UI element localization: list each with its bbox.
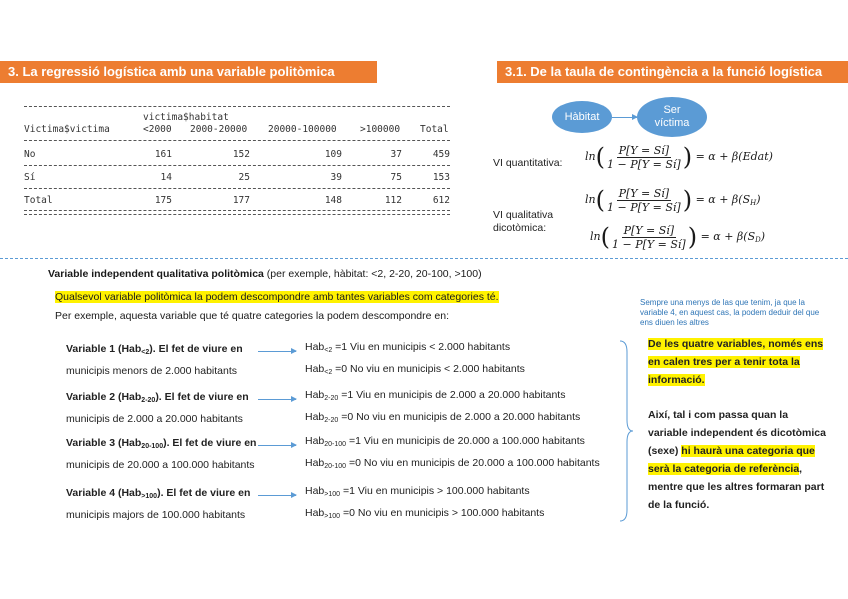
table-row-label: No (24, 149, 36, 160)
hab-one: =1 Viu en municipis de 2.000 a 20.000 habitants (341, 389, 566, 401)
ln-symbol: ln (585, 150, 596, 163)
var-sub: <2 (141, 349, 150, 356)
var-name: Variable 3 (Hab (66, 437, 142, 449)
table-col-header: Total (420, 124, 449, 135)
variable-1-coding (305, 338, 525, 382)
rhs-close: ) (760, 230, 766, 243)
rhs: = α + β(S (695, 193, 751, 206)
highlighted-sentence: Qualsevol variable politòmica la podem descompondre amb tantes variables com categories té. (55, 291, 499, 303)
table-cell: 175 (154, 195, 172, 206)
table-rule-top (24, 106, 450, 107)
hab-sub: >100 (324, 513, 341, 520)
table-corner-label: Victima$victima (24, 124, 110, 135)
label-vi-qualitative (493, 209, 571, 235)
var-after: ). El fet de viure en (163, 437, 257, 449)
hab-zero: =0 No viu en municipis de 2.000 a 20.000 habitants (341, 411, 581, 423)
table-rule (24, 140, 450, 141)
hab-sub: 2-20 (324, 395, 339, 402)
table-cell: 161 (154, 149, 172, 160)
node-victim (637, 97, 707, 137)
rhs: = α + β(S (700, 230, 756, 243)
table-cell: 75 (390, 172, 402, 183)
table-cell: 39 (330, 172, 342, 183)
section-divider (0, 258, 848, 259)
table-col-header: 2000-20000 (190, 124, 248, 135)
variable-4-desc (66, 484, 250, 524)
table-col-header: <2000 (143, 124, 172, 135)
var-sub: 2-20 (141, 397, 156, 404)
var-name: Variable 1 (Hab (66, 343, 142, 355)
table-col-header: >100000 (360, 124, 401, 135)
variable-4-arrow (258, 495, 296, 496)
table-cell: 112 (384, 195, 402, 206)
para2-b: , mentre que les altres formaran part de la funció. (648, 463, 825, 511)
frac-num: P[Y = Sí] (623, 223, 675, 237)
rhs-close: ) (756, 193, 761, 206)
table-cell: 25 (238, 172, 250, 183)
node-habitat: Hàbitat (552, 101, 612, 133)
table-rule (24, 188, 450, 189)
var-line2: municipis de 2.000 a 20.000 habitants (66, 413, 243, 425)
table-rule (24, 165, 450, 166)
variable-3-arrow (258, 445, 296, 446)
hab-zero: =0 No viu en municipis de 20.000 a 100.000 habitants (348, 457, 600, 469)
hab-one: =1 Viu en municipis < 2.000 habitants (335, 341, 511, 353)
variable-4-coding (305, 482, 544, 526)
table-cell: 459 (432, 149, 450, 160)
para2-highlight: hi haurà una categoria que serà la categoria de referència (648, 445, 815, 475)
variable-1-arrow (258, 351, 296, 352)
table-super-header: victima$habitat (143, 112, 229, 123)
hab-zero: =0 No viu en municipis < 2.000 habitants (335, 363, 525, 375)
hab-sub: >100 (324, 491, 341, 498)
table-cell: 37 (390, 149, 402, 160)
table-cell: 148 (324, 195, 342, 206)
hab-prefix: Hab (305, 411, 325, 423)
side-note-para1 (648, 335, 828, 389)
section-title-left: 3. La regressió logística amb una variable politòmica (0, 61, 377, 83)
table-cell: 152 (232, 149, 250, 160)
intro-bold: Variable independent qualitativa politòmica (48, 268, 264, 280)
hab-sub: <2 (324, 369, 333, 376)
rhs: = α + β(Edat) (695, 150, 773, 163)
node-victim-label: Ser víctima (654, 104, 690, 129)
var-line2: municipis menors de 2.000 habitants (66, 365, 238, 377)
rhs-sub: D (755, 236, 761, 244)
intro-example: Per exemple, aquesta variable que té quatre categories la podem descompondre en: (55, 310, 449, 322)
variable-2-arrow (258, 399, 296, 400)
para2-a: Així, tal i com passa quan la variable independent és dicotòmica (sexe) (648, 409, 826, 457)
hab-prefix: Hab (305, 507, 325, 519)
table-cell: 612 (432, 195, 450, 206)
formula-qualitative-d: ln( $\frac{P[Y = Sí]}{1 - P[Y = Sí]}$ ) = $\alpha + \beta(S_D)$ (590, 223, 766, 251)
frac-den: 1 − P[Y = Sí] (606, 200, 681, 214)
section-title-right: 3.1. De la taula de contingència a la funció logística (497, 61, 848, 83)
var-line2: municipis majors de 100.000 habitants (66, 509, 246, 521)
frac-num: P[Y = Sí] (618, 143, 670, 157)
table-row-label: Sí (24, 172, 36, 183)
var-after: ). El fet de viure en (157, 487, 251, 499)
table-row-label: Total (24, 195, 53, 206)
table-col-header: 20000-100000 (268, 124, 337, 135)
table-cell: 14 (160, 172, 172, 183)
hab-sub: 2-20 (324, 417, 339, 424)
formula-qualitative-h: ln( $\frac{P[Y = Sí]}{1 - P[Y = Sí]}$ ) = $\alpha + \beta(S_H)$ (585, 186, 761, 214)
variable-3-desc (66, 434, 256, 474)
var-after: ). El fet de viure en (149, 343, 243, 355)
hab-prefix: Hab (305, 363, 325, 375)
variable-2-desc (66, 388, 249, 428)
ln-symbol: ln (585, 193, 596, 206)
frac-num: P[Y = Sí] (618, 186, 670, 200)
hab-prefix: Hab (305, 485, 325, 497)
intro-highlight (55, 291, 499, 303)
hab-prefix: Hab (305, 389, 325, 401)
var-name: Variable 4 (Hab (66, 487, 142, 499)
hab-one: =1 Viu en municipis > 100.000 habitants (342, 485, 530, 497)
hab-prefix: Hab (305, 341, 325, 353)
variable-3-coding (305, 432, 600, 476)
table-cell: 153 (432, 172, 450, 183)
brace-icon (618, 340, 634, 522)
formula-quantitative: ln( $\frac{P[Y = Sí]}{1 - P[Y = Sí]}$ ) = α + β(Edat) (585, 143, 773, 171)
var-line2: municipis de 20.000 a 100.000 habitants (66, 459, 255, 471)
side-note-para2 (648, 406, 828, 514)
hab-one: =1 Viu en municipis de 20.000 a 100.000 habitants (348, 435, 585, 447)
var-sub: >100 (141, 493, 158, 500)
var-sub: 20-100 (141, 443, 164, 450)
intro-heading (48, 268, 482, 280)
table-cell: 109 (324, 149, 342, 160)
hab-sub: <2 (324, 347, 333, 354)
table-rule-double (24, 210, 450, 215)
var-after: ). El fet de viure en (155, 391, 249, 403)
hab-prefix: Hab (305, 435, 325, 447)
diagram-arrow (612, 117, 637, 118)
frac-den: 1 − P[Y = Sí] (611, 237, 686, 251)
ln-symbol: ln (590, 230, 601, 243)
intro-normal: (per exemple, hàbitat: <2, 2-20, 20-100, >100) (263, 268, 482, 280)
rhs-sub: H (750, 199, 757, 207)
hab-zero: =0 No viu en municipis > 100.000 habitants (342, 507, 545, 519)
label-vi-quantitative: VI quantitativa: (493, 157, 563, 169)
side-note-blue: Sempre una menys de las que tenim, ja que la variable 4, en aquest cas, la podem deduir del que ens diuen les altres (640, 298, 820, 327)
variable-1-desc (66, 340, 243, 380)
hab-prefix: Hab (305, 457, 325, 469)
label-vi-qualitative-text: VI qualitativa dicotòmica: (493, 209, 554, 234)
frac-den: 1 − P[Y = Sí] (606, 157, 681, 171)
hab-sub: 20-100 (324, 441, 347, 448)
para1-highlight: De les quatre variables, només ens en calen tres per a tenir tota la informació. (648, 338, 824, 386)
table-cell: 177 (232, 195, 250, 206)
hab-sub: 20-100 (324, 463, 347, 470)
var-name: Variable 2 (Hab (66, 391, 142, 403)
variable-2-coding (305, 386, 580, 430)
